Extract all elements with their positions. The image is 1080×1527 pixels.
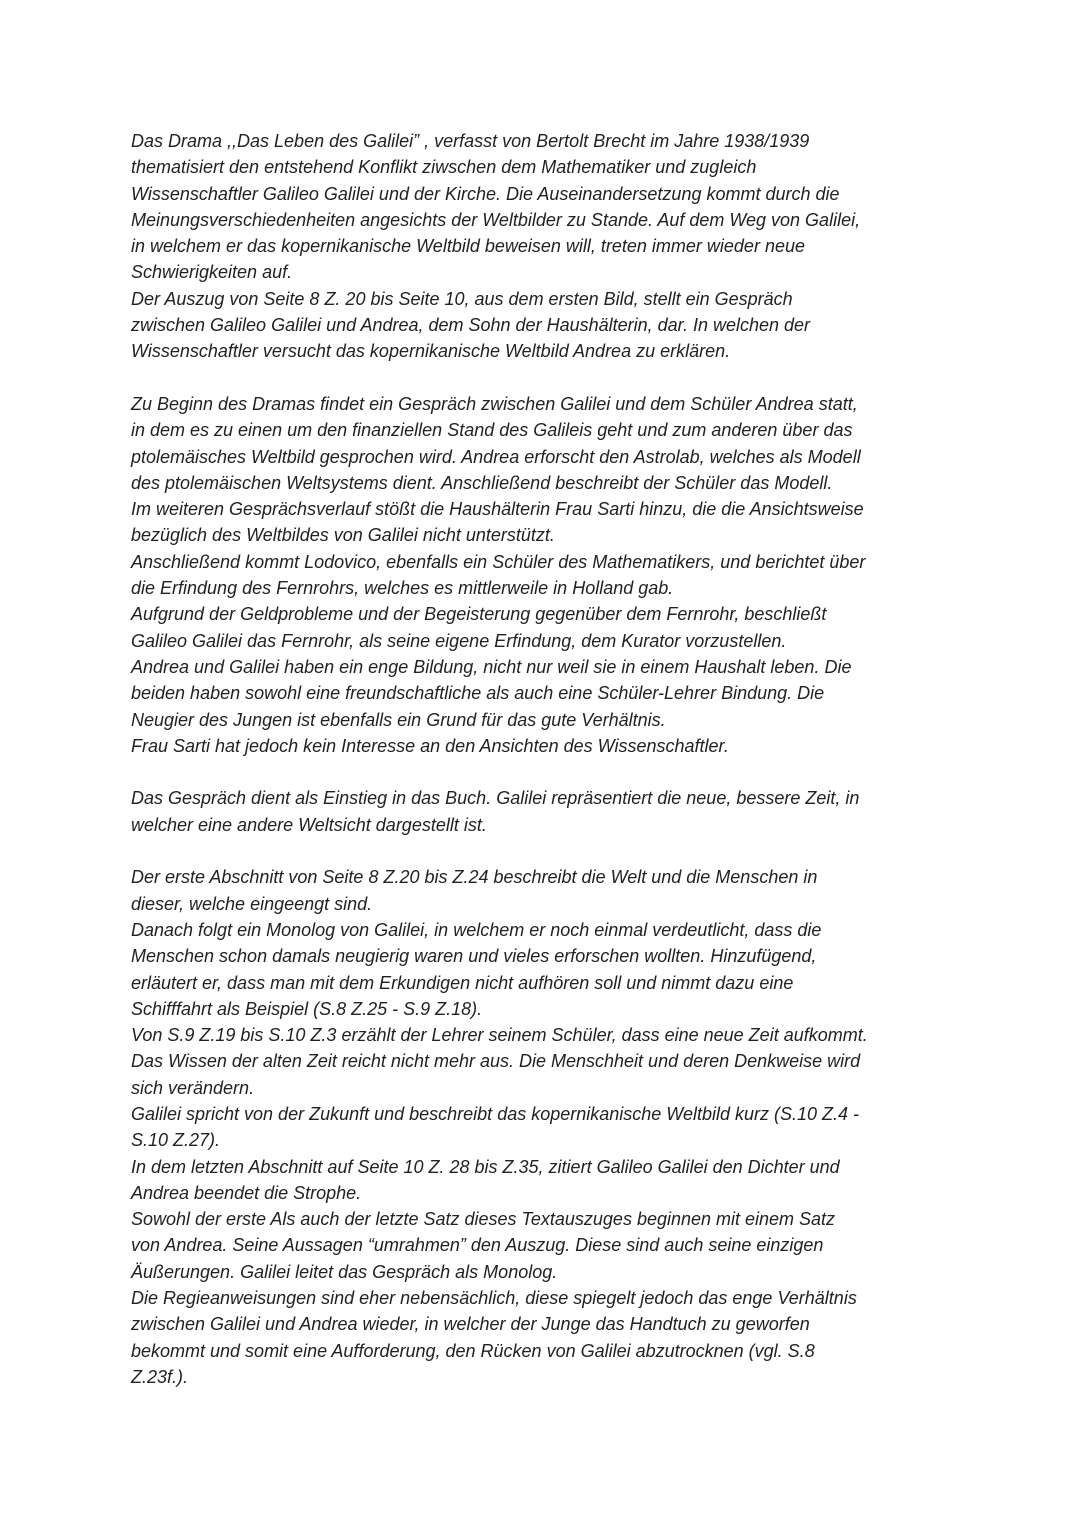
text-line: bekommt und somit eine Aufforderung, den Rücken von Galilei abzutrocknen (vgl. S.8 <box>131 1340 815 1361</box>
text-line: Galilei spricht von der Zukunft und beschreibt das kopernikanische Weltbild kurz (S.10 Z.4 - <box>131 1103 860 1124</box>
text-line: die Erfindung des Fernrohrs, welches es mittlerweile in Holland gab. <box>131 578 674 599</box>
paragraph <box>131 391 961 759</box>
text-line: S.10 Z.27). <box>131 1130 221 1151</box>
text-line: des ptolemäischen Weltsystems dient. Anschließend beschreibt der Schüler das Modell. <box>131 472 833 493</box>
text-line: bezüglich des Weltbildes von Galilei nicht unterstützt. <box>131 525 555 546</box>
paragraph <box>131 864 961 1390</box>
text-line: Galileo Galilei das Fernrohr, als seine eigene Erfindung, dem Kurator vorzustellen. <box>131 630 787 651</box>
text-line: Wissenschaftler Galileo Galilei und der Kirche. Die Auseinandersetzung kommt durch die <box>131 183 840 204</box>
text-line: ptolemäisches Weltbild gesprochen wird. Andrea erforscht den Astrolab, welches als Modell <box>131 446 861 467</box>
text-line: Die Regieanweisungen sind eher nebensächlich, diese spiegelt jedoch das enge Verhältnis <box>131 1288 857 1309</box>
text-line: Äußerungen. Galilei leitet das Gespräch als Monolog. <box>131 1261 558 1282</box>
text-line: Das Drama ,,Das Leben des Galilei” , verfasst von Bertolt Brecht im Jahre 1938/1939 <box>131 131 810 151</box>
text-line: Andrea beendet die Strophe. <box>131 1182 362 1203</box>
text-line: Schifffahrt als Beispiel (S.8 Z.25 - S.9 Z.18). <box>131 998 483 1019</box>
text-line: Zu Beginn des Dramas findet ein Gespräch zwischen Galilei und dem Schüler Andrea statt, <box>131 393 858 414</box>
text-line: Schwierigkeiten auf. <box>131 262 293 283</box>
text-line: Von S.9 Z.19 bis S.10 Z.3 erzählt der Lehrer seinem Schüler, dass eine neue Zeit aufkommt. <box>131 1025 868 1046</box>
text-line: thematisiert den entstehend Konflikt ziwschen dem Mathematiker und zugleich <box>131 157 757 178</box>
text-line: Z.23f.). <box>131 1366 189 1387</box>
text-line: sich verändern. <box>131 1077 255 1098</box>
text-line: zwischen Galilei und Andrea wieder, in welcher der Junge das Handtuch zu geworfen <box>131 1314 810 1335</box>
text-line: Wissenschaftler versucht das kopernikanische Weltbild Andrea zu erklären. <box>131 341 731 362</box>
text-line: Das Gespräch dient als Einstieg in das Buch. Galilei repräsentiert die neue, bessere Zeit, in <box>131 788 860 809</box>
text-line: Meinungsverschiedenheiten angesichts der Weltbilder zu Stande. Auf dem Weg von Galilei, <box>131 209 861 230</box>
text-line: Anschließend kommt Lodovico, ebenfalls ein Schüler des Mathematikers, und berichtet über <box>131 551 866 572</box>
text-line: Neugier des Jungen ist ebenfalls ein Grund für das gute Verhältnis. <box>131 709 666 730</box>
text-line: dieser, welche eingeengt sind. <box>131 893 373 914</box>
paragraph <box>131 785 961 838</box>
text-line: erläutert er, dass man mit dem Erkundigen nicht aufhören soll und nimmt dazu eine <box>131 972 794 993</box>
text-line: Im weiteren Gesprächsverlauf stößt die Haushälterin Frau Sarti hinzu, die die Ansichtsweise <box>131 499 864 520</box>
text-line: Das Wissen der alten Zeit reicht nicht mehr aus. Die Menschheit und deren Denkweise wird <box>131 1051 861 1072</box>
text-line: von Andrea. Seine Aussagen “umrahmen” den Auszug. Diese sind auch seine einzigen <box>131 1235 824 1256</box>
text-line: welcher eine andere Weltsicht dargestellt ist. <box>131 814 487 835</box>
text-line: Andrea und Galilei haben ein enge Bildung, nicht nur weil sie in einem Haushalt leben. Die <box>131 656 852 677</box>
text-line: Frau Sarti hat jedoch kein Interesse an den Ansichten des Wissenschaftler. <box>131 735 729 756</box>
text-line: Der erste Abschnitt von Seite 8 Z.20 bis Z.24 beschreibt die Welt und die Menschen in <box>131 867 818 888</box>
text-line: In dem letzten Abschnitt auf Seite 10 Z. 28 bis Z.35, zitiert Galileo Galilei den Dichter und <box>131 1156 840 1177</box>
paragraph <box>131 128 961 365</box>
text-line: Sowohl der erste Als auch der letzte Satz dieses Textauszuges beginnen mit einem Satz <box>131 1209 836 1230</box>
text-line: Danach folgt ein Monolog von Galilei, in welchem er noch einmal verdeutlicht, dass die <box>131 919 822 940</box>
text-line: in welchem er das kopernikanische Weltbild beweisen will, treten immer wieder neue <box>131 236 805 257</box>
text-line: Menschen schon damals neugierig waren und vieles erforschen wollten. Hinzufügend, <box>131 946 817 967</box>
document-page <box>131 128 961 1417</box>
text-line: Aufgrund der Geldprobleme und der Begeisterung gegenüber dem Fernrohr, beschließt <box>131 604 827 625</box>
text-line: in dem es zu einen um den finanziellen Stand des Galileis geht und zum anderen über das <box>131 420 853 441</box>
text-line: zwischen Galileo Galilei und Andrea, dem Sohn der Haushälterin, dar. In welchen der <box>131 315 811 336</box>
text-line: Der Auszug von Seite 8 Z. 20 bis Seite 10, aus dem ersten Bild, stellt ein Gespräch <box>131 288 793 309</box>
text-line: beiden haben sowohl eine freundschaftliche als auch eine Schüler-Lehrer Bindung. Die <box>131 683 825 704</box>
